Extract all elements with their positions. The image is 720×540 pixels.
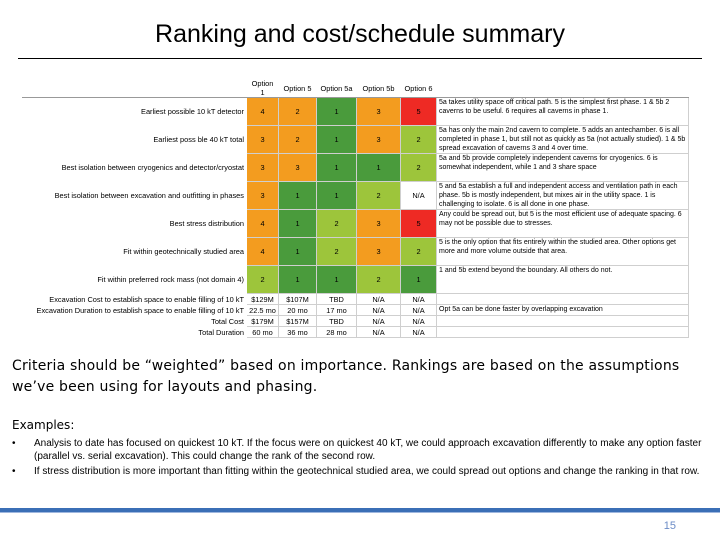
examples-list: [12, 437, 702, 480]
rank-cell: 2: [317, 238, 357, 266]
value-cell: N/A: [401, 305, 437, 316]
rank-cell: 3: [357, 98, 401, 126]
table-row: [23, 305, 689, 316]
value-cell: N/A: [357, 327, 401, 338]
criterion-cell: Earliest poss ble 40 kT total: [23, 126, 247, 154]
rank-cell: 3: [247, 182, 279, 210]
note-cell: [437, 316, 689, 327]
value-cell: $129M: [247, 294, 279, 305]
header-option: Option 1: [247, 79, 279, 98]
rank-cell: 1: [317, 98, 357, 126]
note-cell: 5a takes utility space off critical path. 5 is the simplest first phase. 1 & 5b 2 caverns to be useful. 6 requires all caverns in phase 1.: [437, 98, 689, 126]
rank-cell: 1: [279, 182, 317, 210]
table-row: [23, 294, 689, 305]
value-cell: 28 mo: [317, 327, 357, 338]
table-row: [23, 327, 689, 338]
bullet-icon: •: [12, 466, 16, 477]
header-notes: [437, 79, 689, 98]
table-header-row: [23, 79, 689, 98]
ranking-table: [22, 78, 689, 338]
value-cell: N/A: [401, 294, 437, 305]
criterion-cell: Best isolation between cryogenics and detector/cryostat: [23, 154, 247, 182]
rank-cell: 1: [317, 266, 357, 294]
rank-cell: 1: [317, 126, 357, 154]
rank-cell: 2: [401, 238, 437, 266]
examples-heading: Examples:: [12, 418, 75, 432]
criterion-cell: Excavation Cost to establish space to enable filling of 10 kT: [23, 294, 247, 305]
value-cell: $179M: [247, 316, 279, 327]
rank-cell: 2: [357, 182, 401, 210]
table-row: [23, 238, 689, 266]
bullet-text: Analysis to date has focused on quickest 10 kT. If the focus were on quickest 40 kT, we could approach excavation differently to make any option faster (parallel vs. serial excavation). This could change the rank of the second row.: [34, 438, 702, 462]
criterion-cell: Fit within preferred rock mass (not domain 4): [23, 266, 247, 294]
list-item: [12, 437, 702, 463]
footer-line: [0, 512, 720, 513]
rank-cell: 3: [247, 126, 279, 154]
value-cell: 20 mo: [279, 305, 317, 316]
rank-cell: 3: [357, 210, 401, 238]
slide-title: Ranking and cost/schedule summary: [155, 20, 565, 48]
table-row: [23, 154, 689, 182]
value-cell: 22.5 mo: [247, 305, 279, 316]
table-row: [23, 316, 689, 327]
table-row: [23, 266, 689, 294]
header-option: Option 6: [401, 79, 437, 98]
rank-cell: 2: [317, 210, 357, 238]
rank-cell: 1: [317, 182, 357, 210]
note-cell: 5a and 5b provide completely independent caverns for cryogenics. 6 is somewhat independent, while 1 and 3 share space: [437, 154, 689, 182]
note-cell: Any could be spread out, but 5 is the most efficient use of adequate spacing. 6 may not be possible due to stresses.: [437, 210, 689, 238]
note-cell: 1 and 5b extend beyond the boundary. All others do not.: [437, 266, 689, 294]
bullet-icon: •: [12, 438, 16, 449]
note-cell: [437, 327, 689, 338]
rank-cell: 1: [279, 210, 317, 238]
value-cell: 60 mo: [247, 327, 279, 338]
rank-cell: 2: [401, 154, 437, 182]
rank-cell: 1: [317, 154, 357, 182]
note-cell: 5 and 5a establish a full and independent access and ventilation path in each phase. 5b is mostly independent, but mixes air in the utility space. 1 is challenging to isolate. 6 is all done in one phase.: [437, 182, 689, 210]
rank-cell: 1: [279, 238, 317, 266]
value-cell: $157M: [279, 316, 317, 327]
rank-cell: 1: [357, 154, 401, 182]
rank-cell: 5: [401, 210, 437, 238]
rank-cell: 4: [247, 98, 279, 126]
value-cell: TBD: [317, 316, 357, 327]
value-cell: 17 mo: [317, 305, 357, 316]
rank-cell: 4: [247, 210, 279, 238]
value-cell: N/A: [357, 305, 401, 316]
rank-cell: 2: [247, 266, 279, 294]
criterion-cell: Total Cost: [23, 316, 247, 327]
value-cell: TBD: [317, 294, 357, 305]
header-criterion: [23, 79, 247, 98]
value-cell: N/A: [401, 316, 437, 327]
header-option: Option 5: [279, 79, 317, 98]
rank-cell: 2: [279, 126, 317, 154]
rank-cell: 5: [401, 98, 437, 126]
table-row: [23, 126, 689, 154]
rank-cell: 3: [357, 238, 401, 266]
rank-cell: 3: [247, 154, 279, 182]
header-option: Option 5a: [317, 79, 357, 98]
criterion-cell: Best isolation between excavation and outfitting in phases: [23, 182, 247, 210]
rank-cell: 2: [357, 266, 401, 294]
value-cell: N/A: [357, 294, 401, 305]
header-option: Option 5b: [357, 79, 401, 98]
page-number: 15: [663, 520, 676, 532]
value-cell: 36 mo: [279, 327, 317, 338]
bullet-text: If stress distribution is more important than fitting within the geotechnical studied area, we could spread out options and change the ranking in that row.: [34, 466, 700, 477]
value-cell: $107M: [279, 294, 317, 305]
note-cell: [437, 294, 689, 305]
rank-cell: 2: [279, 98, 317, 126]
rank-cell: 1: [279, 266, 317, 294]
note-cell: 5 is the only option that fits entirely within the studied area. Other options get more and more volume outside that area.: [437, 238, 689, 266]
criterion-cell: Best stress distribution: [23, 210, 247, 238]
note-cell: 5a has only the main 2nd cavern to complete. 5 adds an antechamber. 6 is all completed in phase 1, but still not as quickly as 5a (not actually studied). 1 & 5b spread excavation of caverns 3 and 4 over time.: [437, 126, 689, 154]
table-row: [23, 210, 689, 238]
criterion-cell: Earliest possible 10 kT detector: [23, 98, 247, 126]
criterion-cell: Total Duration: [23, 327, 247, 338]
rank-cell: 2: [401, 126, 437, 154]
rank-cell: 3: [279, 154, 317, 182]
rank-cell: 4: [247, 238, 279, 266]
table-row: [23, 182, 689, 210]
criteria-paragraph: Criteria should be “weighted” based on importance. Rankings are based on the assumptions we’ve been using for layouts and phasing.: [12, 358, 680, 395]
value-cell: N/A: [357, 316, 401, 327]
table-row: [23, 98, 689, 126]
title-divider: [18, 58, 702, 59]
note-cell: Opt 5a can be done faster by overlapping excavation: [437, 305, 689, 316]
list-item: [12, 465, 702, 478]
value-cell: N/A: [401, 327, 437, 338]
rank-cell: N/A: [401, 182, 437, 210]
criterion-cell: Excavation Duration to establish space to enable filling of 10 kT: [23, 305, 247, 316]
rank-cell: 3: [357, 126, 401, 154]
criterion-cell: Fit within geotechnically studied area: [23, 238, 247, 266]
rank-cell: 1: [401, 266, 437, 294]
